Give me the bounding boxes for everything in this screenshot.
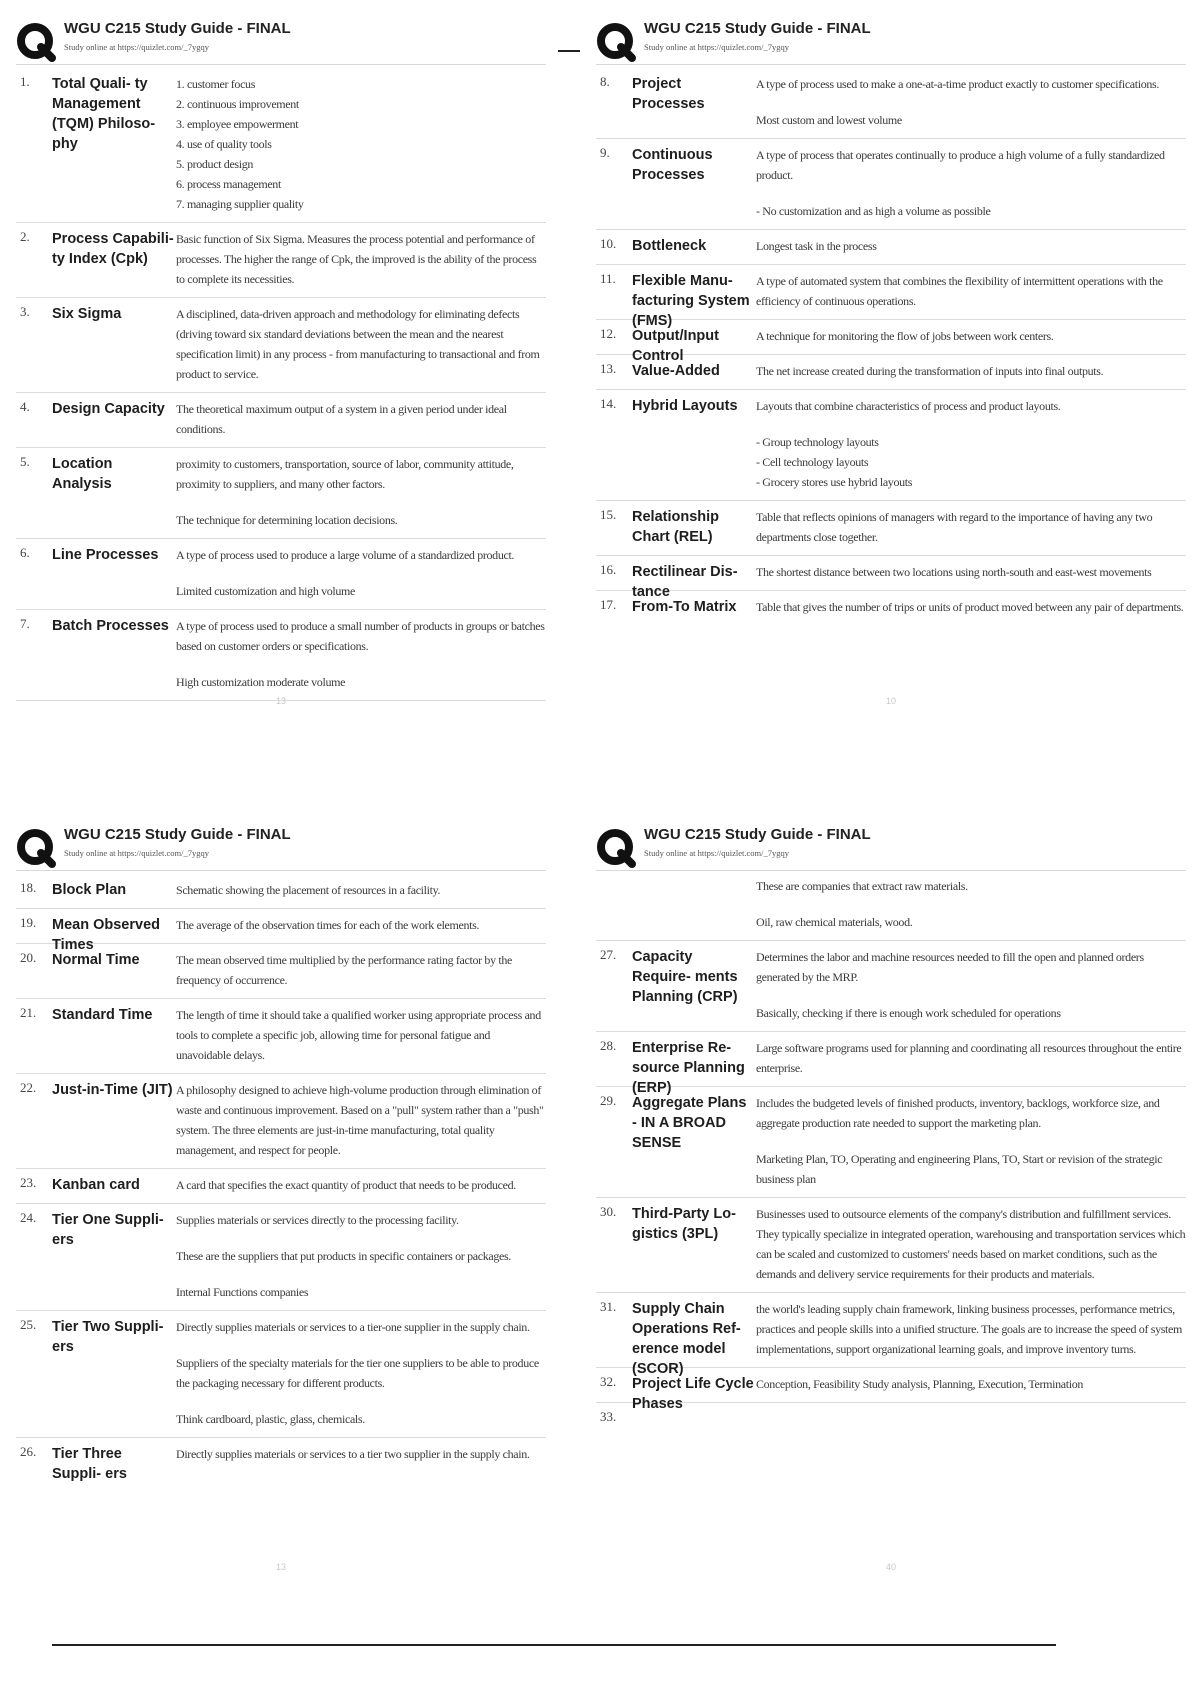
entry-number: 11. — [600, 271, 616, 286]
entry-definition: A type of process used to make a one-at-a-time product exactly to customer specifications. — [756, 77, 1160, 91]
glossary-entry — [596, 1198, 1186, 1293]
entry-term: Mean Observed Times — [52, 917, 160, 953]
entry-term: Batch Processes — [52, 618, 169, 634]
page-header — [596, 16, 1186, 65]
entry-definition: A type of process used to produce a large volume of a standardized product. — [176, 548, 515, 562]
glossary-entry — [596, 556, 1186, 600]
bottom-divider — [52, 1644, 1056, 1646]
entry-note: - No customization and as high a volume as possible — [756, 204, 991, 218]
page-number: 40 — [885, 1562, 896, 1572]
entry-definition: Large software programs used for planning and coordinating all resources throughout the entire enterprise. — [756, 1041, 1182, 1075]
entry-definition: Schematic showing the placement of resources in a facility. — [176, 883, 441, 897]
page-number: 10 — [885, 696, 896, 706]
entry-definition: Directly supplies materials or services to a tier two supplier in the supply chain. — [176, 1447, 530, 1461]
glossary-entry — [596, 68, 1186, 139]
glossary-entry — [16, 539, 546, 610]
glossary-entry — [16, 874, 546, 909]
quizlet-logo-icon — [16, 22, 56, 62]
entry-term: Normal Time — [52, 952, 140, 968]
entry-note: Marketing Plan, TO, Operating and engineering Plans, TO, Start or revision of the strategic business plan — [756, 1152, 1163, 1186]
glossary-entry-continuation — [596, 874, 1186, 941]
glossary-entry — [596, 390, 1186, 501]
entry-term: From-To Matrix — [632, 599, 737, 615]
glossary-entry — [16, 1074, 546, 1169]
glossary-list — [16, 68, 546, 701]
entry-number: 22. — [20, 1080, 37, 1095]
entry-definition: Determines the labor and machine resources needed to fill the open and planned orders generated by the MRP. — [756, 950, 1144, 984]
entry-term: Total Quali- ty Management (TQM) Philoso- phy — [52, 76, 156, 152]
entry-definition: Longest task in the process — [756, 239, 877, 253]
entry-definition: The mean observed time multiplied by the performance rating factor by the frequency of occurrence. — [176, 953, 512, 987]
entry-term: Continuous Processes — [632, 147, 713, 183]
glossary-entry — [596, 355, 1186, 390]
entry-term: Hybrid Layouts — [632, 398, 738, 414]
glossary-entry — [596, 501, 1186, 556]
entry-definition: Table that reflects opinions of managers with regard to the importance of having any two departments close together. — [756, 510, 1153, 544]
glossary-entry — [16, 999, 546, 1074]
entry-note: These are companies that extract raw materials. — [756, 879, 968, 893]
glossary-entry — [16, 610, 546, 701]
glossary-entry — [596, 941, 1186, 1032]
entry-number: 16. — [600, 562, 617, 577]
entry-number: 8. — [600, 74, 610, 89]
entry-definition: A type of process used to produce a small number of products in groups or batches based on customer orders or specifications. — [176, 619, 545, 653]
glossary-list — [596, 68, 1186, 625]
study-guide-page-2 — [596, 16, 1186, 716]
entry-term: Line Processes — [52, 547, 159, 563]
entry-number: 19. — [20, 915, 37, 930]
entry-term: Aggregate Plans - IN A BROAD SENSE — [632, 1095, 747, 1151]
entry-term: Rectilinear Dis- tance — [632, 564, 738, 600]
entry-number: 18. — [20, 880, 37, 895]
glossary-entry — [16, 298, 546, 393]
glossary-entry — [596, 320, 1186, 364]
entry-term: Six Sigma — [52, 306, 122, 322]
entry-number: 6. — [20, 545, 30, 560]
glossary-entry — [16, 448, 546, 539]
glossary-entry — [16, 1204, 546, 1311]
glossary-entry — [16, 223, 546, 298]
glossary-entry — [596, 1293, 1186, 1377]
entry-note: Internal Functions companies — [176, 1285, 309, 1299]
entry-definition: Directly supplies materials or services to a tier-one supplier in the supply chain. — [176, 1320, 530, 1334]
entry-note: - Group technology layouts - Cell technology layouts - Grocery stores use hybrid layouts — [756, 435, 913, 489]
study-guide-page-1 — [16, 16, 546, 716]
entry-note: Most custom and lowest volume — [756, 113, 902, 127]
entry-number: 7. — [20, 616, 30, 631]
page-header — [16, 822, 546, 871]
page-number: 13 — [275, 696, 286, 706]
entry-definition: Includes the budgeted levels of finished products, inventory, backlogs, workforce size, and aggregate production rate needed to support the marketing plan. — [756, 1096, 1160, 1130]
entry-number: 30. — [600, 1204, 617, 1219]
entry-definition: The length of time it should take a qualified worker using appropriate process and tools to complete a specific job, allowing time for personal fatigue and unavoidable delays. — [176, 1008, 541, 1062]
glossary-entry — [16, 68, 546, 223]
entry-definition: A disciplined, data-driven approach and methodology for eliminating defects (driving toward six standard deviations between the mean and the nearest specification limit) in any process - from manufacturing to transactional and from product to service. — [176, 307, 540, 381]
entry-definition: Supplies materials or services directly to the processing facility. — [176, 1213, 459, 1227]
entry-number: 15. — [600, 507, 617, 522]
entry-number: 32. — [600, 1374, 617, 1389]
entry-number: 12. — [600, 326, 617, 341]
entry-definition: Layouts that combine characteristics of process and product layouts. — [756, 399, 1061, 413]
divider-mark — [558, 50, 580, 52]
entry-term: Project Life Cycle Phases — [632, 1376, 754, 1412]
entry-note: Basically, checking if there is enough work scheduled for operations — [756, 1006, 1061, 1020]
entry-term: Location Analysis — [52, 456, 113, 492]
glossary-list — [16, 874, 546, 1482]
entry-number: 28. — [600, 1038, 617, 1053]
quizlet-logo-icon — [16, 828, 56, 868]
entry-term: Third-Party Lo- gistics (3PL) — [632, 1206, 736, 1242]
entry-definition: A philosophy designed to achieve high-volume production through elimination of waste and continuous improvement. Based on a "pull" system rather than a "push" system. The three elements are just-in-time manufacturing, total quality management, and respect for people. — [176, 1083, 544, 1157]
entry-note: These are the suppliers that put products in specific containers or packages. — [176, 1249, 511, 1263]
entry-note: Limited customization and high volume — [176, 584, 356, 598]
page-header — [16, 16, 546, 65]
entry-term: Relationship Chart (REL) — [632, 509, 720, 545]
entry-number: 20. — [20, 950, 37, 965]
entry-definition: 1. customer focus 2. continuous improvement 3. employee empowerment 4. use of quality tools 5. product design 6. process management 7. managing supplier quality — [176, 77, 304, 211]
entry-definition: Businesses used to outsource elements of the company's distribution and fulfillment services. They typically specialize in integrated operation, warehousing and transportation services which can be scaled and customized to customers' needs based on market conditions, such as the demands and delivery service requirements for their products and materials. — [756, 1207, 1186, 1281]
entry-number: 23. — [20, 1175, 37, 1190]
entry-number: 21. — [20, 1005, 37, 1020]
glossary-entry — [16, 393, 546, 448]
entry-number: 10. — [600, 236, 617, 251]
entry-term: Tier Two Suppli- ers — [52, 1319, 164, 1355]
glossary-entry — [596, 591, 1186, 625]
entry-number: 1. — [20, 74, 30, 89]
entry-definition: the world's leading supply chain framework, linking business processes, performance metrics, practices and people skills into a unified structure. The goals are to increase the speed of system implementations, support organizational learning goals, and improve inventory turns. — [756, 1302, 1182, 1356]
entry-number: 24. — [20, 1210, 37, 1225]
entry-number: 9. — [600, 145, 610, 160]
entry-definition: The net increase created during the transformation of inputs into final outputs. — [756, 364, 1104, 378]
document-title: WGU C215 Study Guide - FINAL — [644, 826, 871, 843]
entry-term: Capacity Require- ments Planning (CRP) — [632, 949, 738, 1005]
entry-term: Supply Chain Operations Ref- erence model (SCOR) — [632, 1301, 741, 1377]
glossary-entry — [596, 1403, 1186, 1437]
entry-term: Tier One Suppli- ers — [52, 1212, 164, 1248]
entry-note: Think cardboard, plastic, glass, chemicals. — [176, 1412, 365, 1426]
glossary-entry — [596, 1368, 1186, 1412]
document-subtitle: Study online at https://quizlet.com/_7ygqy — [644, 848, 789, 858]
entry-definition: A type of automated system that combines the flexibility of intermittent operations with the efficiency of continuous operations. — [756, 274, 1163, 308]
entry-definition: proximity to customers, transportation, source of labor, community attitude, proximity to suppliers, and many other factors. — [176, 457, 514, 491]
entry-term: Flexible Manu- facturing System (FMS) — [632, 273, 750, 329]
entry-definition: A card that specifies the exact quantity of product that needs to be produced. — [176, 1178, 516, 1192]
page-header — [596, 822, 1186, 871]
entry-term: Standard Time — [52, 1007, 153, 1023]
entry-number: 5. — [20, 454, 30, 469]
entry-term: Tier Three Suppli- ers — [52, 1446, 127, 1482]
entry-number: 4. — [20, 399, 30, 414]
entry-definition: The shortest distance between two locations using north-south and east-west movements — [756, 565, 1152, 579]
entry-number: 13. — [600, 361, 617, 376]
quizlet-logo-icon — [596, 828, 636, 868]
entry-number: 14. — [600, 396, 617, 411]
entry-number: 31. — [600, 1299, 617, 1314]
glossary-entry — [596, 1087, 1186, 1198]
entry-number: 29. — [600, 1093, 617, 1108]
entry-term: Process Capabili- ty Index (Cpk) — [52, 231, 174, 267]
glossary-entry — [16, 1169, 546, 1204]
glossary-list — [596, 874, 1186, 1437]
entry-definition: Basic function of Six Sigma. Measures the process potential and performance of processes. The higher the range of Cpk, the improved is the ability of the process to complete its necessities. — [176, 232, 537, 286]
entry-term: Kanban card — [52, 1177, 140, 1193]
document-subtitle: Study online at https://quizlet.com/_7ygqy — [64, 848, 209, 858]
glossary-entry — [596, 139, 1186, 230]
entry-term: Project Processes — [632, 76, 705, 112]
glossary-entry — [596, 1032, 1186, 1096]
entry-definition: The theoretical maximum output of a system in a given period under ideal conditions. — [176, 402, 507, 436]
entry-note: Suppliers of the specialty materials for the tier one suppliers to be able to produce the packaging necessary for different products. — [176, 1356, 539, 1390]
document-subtitle: Study online at https://quizlet.com/_7ygqy — [644, 42, 789, 52]
entry-term: Output/Input Control — [632, 328, 719, 364]
quizlet-logo-icon — [596, 22, 636, 62]
entry-note: High customization moderate volume — [176, 675, 346, 689]
entry-number: 17. — [600, 597, 617, 612]
entry-term: Bottleneck — [632, 238, 707, 254]
entry-number: 25. — [20, 1317, 37, 1332]
document-title: WGU C215 Study Guide - FINAL — [64, 20, 291, 37]
entry-definition: A technique for monitoring the flow of jobs between work centers. — [756, 329, 1054, 343]
glossary-entry — [16, 1438, 546, 1482]
entry-definition: Conception, Feasibility Study analysis, Planning, Execution, Termination — [756, 1377, 1084, 1391]
entry-number: 2. — [20, 229, 30, 244]
entry-term: Enterprise Re- source Planning (ERP) — [632, 1040, 745, 1096]
document-title: WGU C215 Study Guide - FINAL — [644, 20, 871, 37]
glossary-entry — [16, 909, 546, 953]
document-title: WGU C215 Study Guide - FINAL — [64, 826, 291, 843]
entry-number: 33. — [600, 1409, 617, 1424]
entry-definition: A type of process that operates continually to produce a high volume of a fully standardized product. — [756, 148, 1165, 182]
page-number: 13 — [275, 1562, 286, 1572]
entry-definition: Table that gives the number of trips or units of product moved between any pair of departments. — [756, 600, 1184, 614]
entry-number: 26. — [20, 1444, 37, 1459]
entry-term: Just-in-Time (JIT) — [52, 1082, 173, 1098]
entry-term: Design Capacity — [52, 401, 165, 417]
glossary-entry — [16, 944, 546, 999]
document-subtitle: Study online at https://quizlet.com/_7ygqy — [64, 42, 209, 52]
entry-note: The technique for determining location decisions. — [176, 513, 398, 527]
study-guide-page-4 — [596, 822, 1186, 1582]
glossary-entry — [596, 265, 1186, 329]
entry-note: Oil, raw chemical materials, wood. — [756, 915, 913, 929]
entry-term: Block Plan — [52, 882, 127, 898]
entry-definition: The average of the observation times for each of the work elements. — [176, 918, 480, 932]
glossary-entry — [16, 1311, 546, 1438]
study-guide-page-3 — [16, 822, 546, 1582]
entry-number: 27. — [600, 947, 617, 962]
entry-number: 3. — [20, 304, 30, 319]
entry-term: Value-Added — [632, 363, 720, 379]
glossary-entry — [596, 230, 1186, 265]
